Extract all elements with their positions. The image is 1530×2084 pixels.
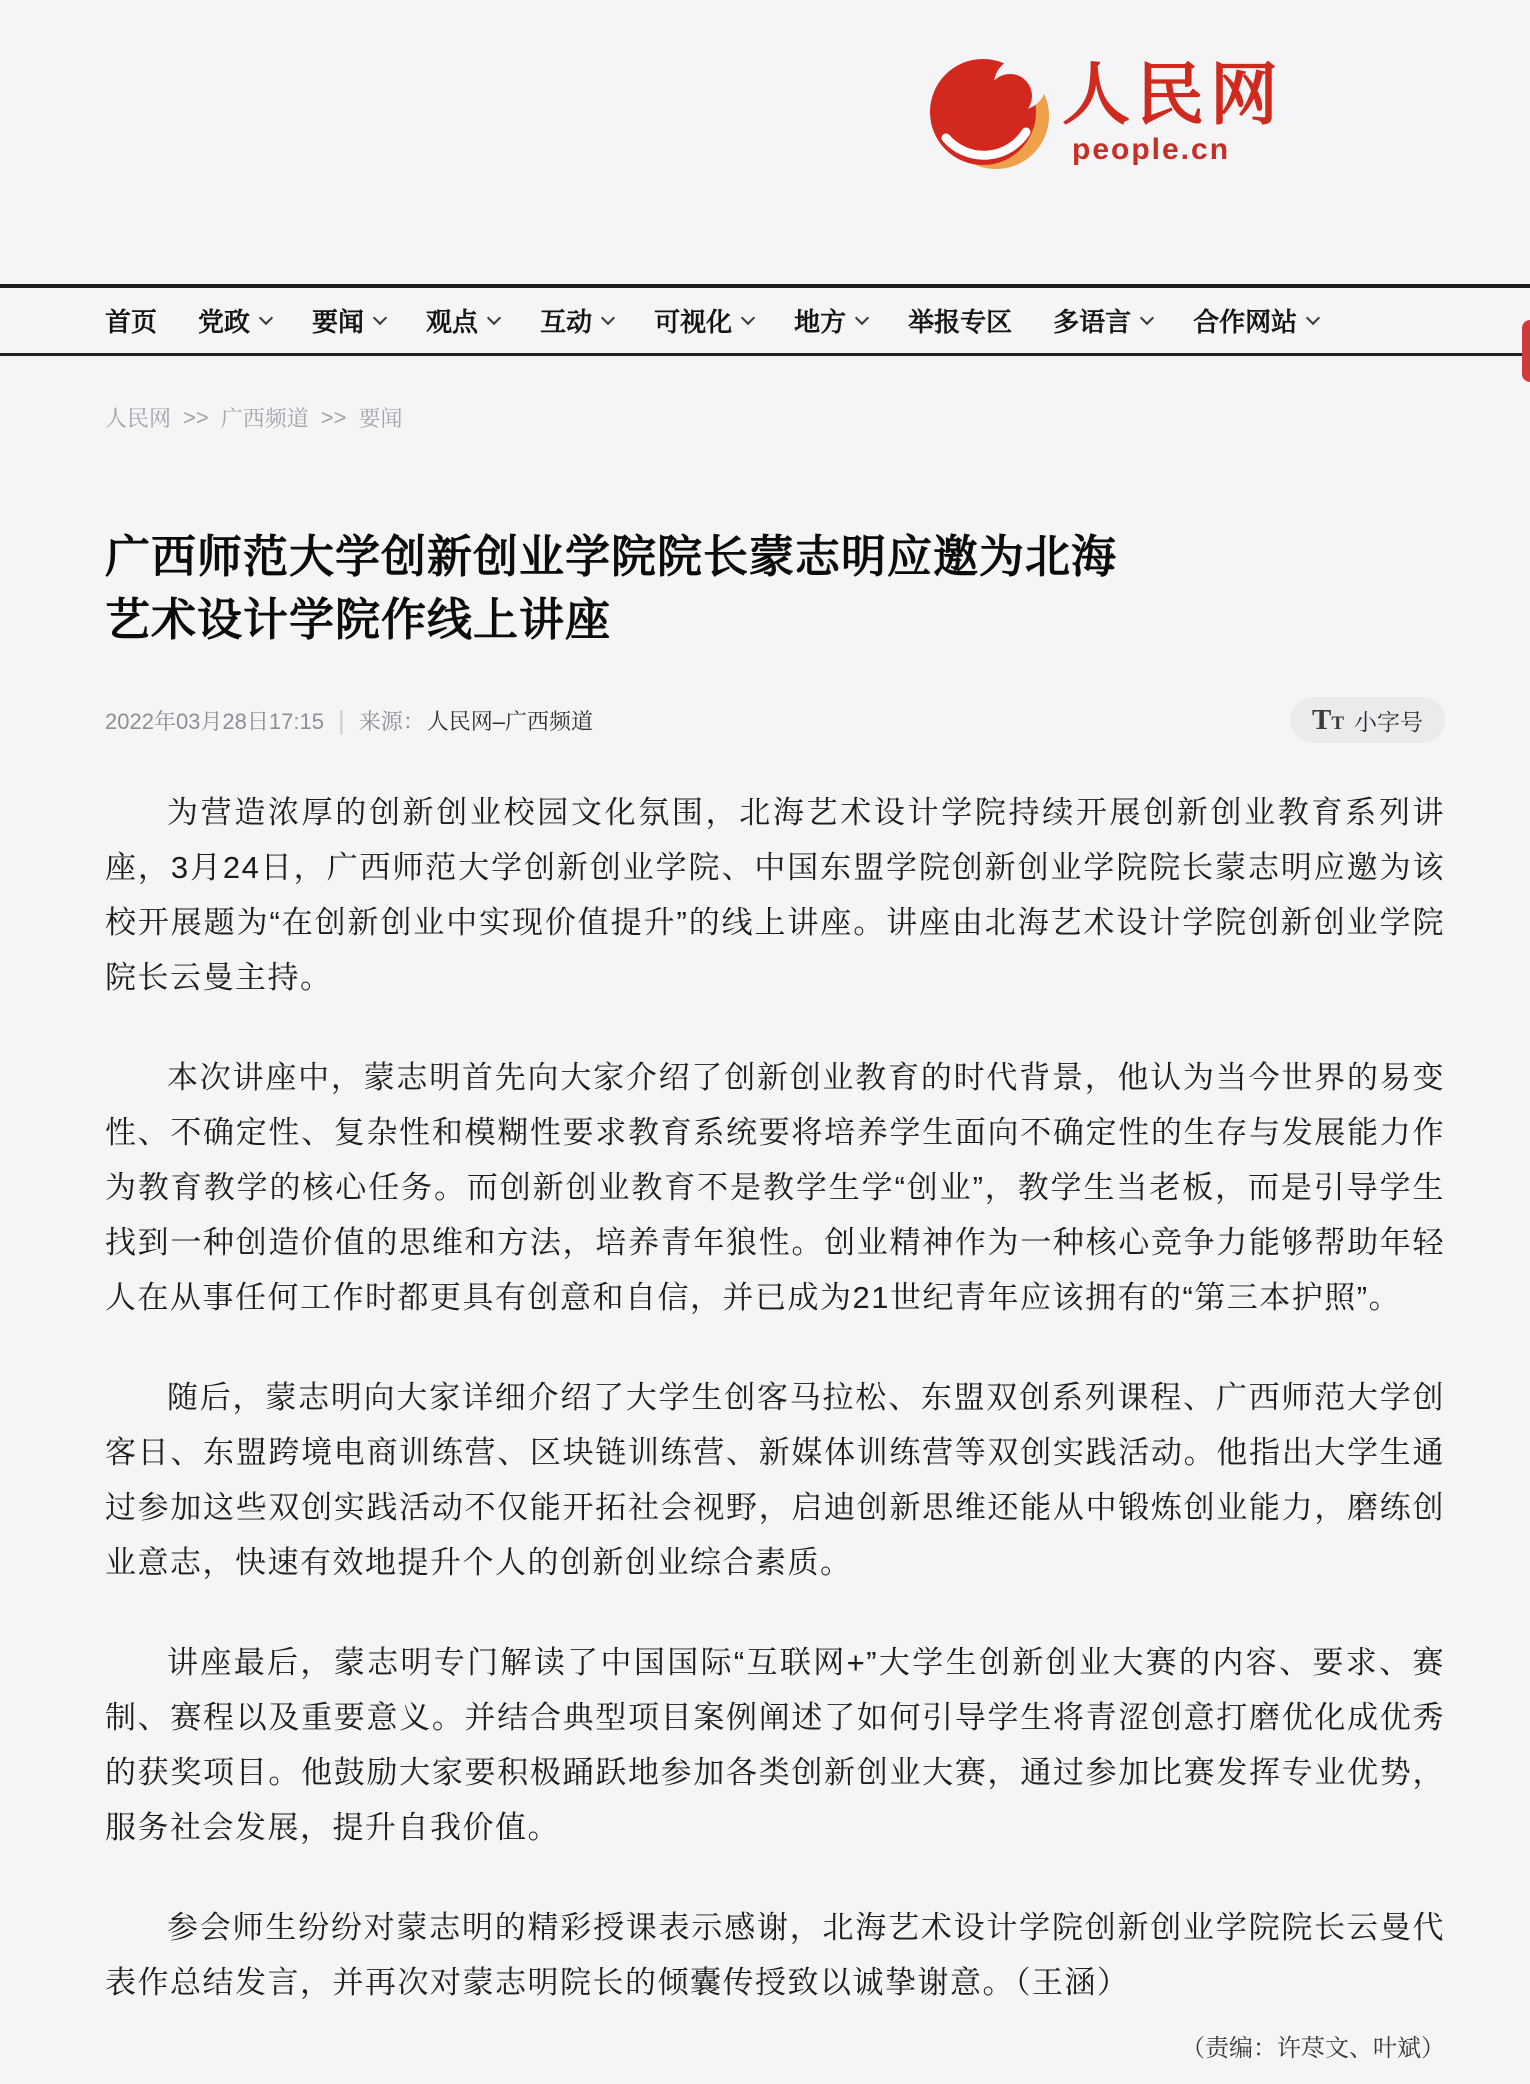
logo-text [1062,48,1284,167]
article-paragraph: 参会师生纷纷对蒙志明的精彩授课表示感谢，北海艺术设计学院创新创业学院院长云曼代表作总结发言，并再次对蒙志明院长的倾囊传授致以诚挚谢意。（王涵） [105,1910,1445,2000]
nav-item-home[interactable] [105,302,157,339]
breadcrumb-people[interactable]: 人民网 [105,406,172,431]
source-label: 来源： [358,708,425,734]
chevron-down-icon [373,310,387,324]
article-body [105,785,1445,2010]
breadcrumb-separator: >> [320,404,347,430]
main-navbar [0,284,1530,356]
article-meta-row [105,697,1445,743]
editor-note: （责编：许荩文、叶斌） [1181,2035,1445,2062]
nav-item-dangzheng[interactable] [198,302,271,339]
article-paragraph: 讲座最后，蒙志明专门解读了中国国际“互联网+”大学生创新创业大赛的内容、要求、赛制、赛程以及重要意义。并结合典型项目案例阐述了如何引导学生将青涩创意打磨优化成优秀的获奖项目。他鼓励大家要积极踊跃地参加各类创新创业大赛，通过参加比赛发挥专业优势，服务社会发展，提升自我价值。 [105,1645,1445,1845]
source-name: 人民网–广西频道 [426,708,593,734]
nav-item-jubao[interactable] [908,302,1012,339]
nav-item-yaowen[interactable] [312,302,385,339]
breadcrumb-yaowen[interactable]: 要闻 [358,406,403,431]
breadcrumb [105,402,1530,433]
chevron-down-icon [259,310,273,324]
nav-item-hudong[interactable] [540,302,613,339]
nav-label: 举报专区 [908,307,1013,337]
nav-label: 首页 [105,307,158,337]
breadcrumb-separator: >> [183,404,209,430]
chevron-down-icon [1140,310,1154,324]
nav-item-hezuo[interactable] [1193,302,1318,339]
chevron-down-icon [1306,310,1320,324]
nav-label: 观点 [426,307,479,337]
people-logo-icon [930,48,1050,179]
font-size-button[interactable] [1290,697,1445,743]
article-date: 2022年03月28日17:15 [105,708,324,734]
nav-label: 互动 [540,307,593,337]
article [0,525,1530,2063]
article-meta [105,705,593,736]
nav-item-difang[interactable] [794,302,867,339]
nav-label: 合作网站 [1193,307,1298,337]
nav-search-button[interactable] [1522,320,1530,382]
font-size-button-label: 小字号 [1354,708,1423,735]
article-paragraph: 随后，蒙志明向大家详细介绍了大学生创客马拉松、东盟双创系列课程、广西师范大学创客日、东盟跨境电商训练营、区块链训练营、新媒体训练营等双创实践活动。他指出大学生通过参加这些双创实践活动不仅能开拓社会视野，启迪创新思维还能从中锻炼创业能力，磨练创业意志，快速有效地提升个人的创新创业综合素质。 [105,1380,1445,1580]
meta-divider: | [337,704,345,735]
logo-en-text: people.cn [1072,132,1231,166]
site-header [0,0,1530,284]
chevron-down-icon [487,310,501,324]
nav-item-keshihua[interactable] [654,302,753,339]
breadcrumb-guangxi-channel[interactable]: 广西频道 [220,406,309,431]
nav-label: 要闻 [312,307,365,337]
logo-cn-text: 人民网 [1062,57,1285,133]
nav-label: 地方 [794,307,847,337]
nav-label: 多语言 [1053,307,1132,337]
font-size-icon: TT [1311,703,1344,736]
nav-label: 可视化 [654,307,733,337]
chevron-down-icon [741,310,755,324]
article-paragraph: 本次讲座中，蒙志明首先向大家介绍了创新创业教育的时代背景，他认为当今世界的易变性、不确定性、复杂性和模糊性要求教育系统要将培养学生面向不确定性的生存与发展能力作为教育教学的核心任务。而创新创业教育不是教学生学“创业”，教学生当老板，而是引导学生找到一种创造价值的思维和方法，培养青年狼性。创业精神作为一种核心竞争力能够帮助年轻人在从事任何工作时都更具有创意和自信，并已成为21世纪青年应该拥有的“第三本护照”。 [105,1060,1445,1315]
chevron-down-icon [601,310,615,324]
nav-item-duoyuyan[interactable] [1053,302,1152,339]
article-paragraph: 为营造浓厚的创新创业校园文化氛围，北海艺术设计学院持续开展创新创业教育系列讲座，3月24日，广西师范大学创新创业学院、中国东盟学院创新创业学院院长蒙志明应邀为该校开展题为“在创新创业中实现价值提升”的线上讲座。讲座由北海艺术设计学院创新创业学院院长云曼主持。 [105,795,1445,995]
nav-item-guandian[interactable] [426,302,499,339]
chevron-down-icon [855,310,869,324]
nav-label: 党政 [198,307,251,337]
page-title: 广西师范大学创新创业学院院长蒙志明应邀为北海艺术设计学院作线上讲座 [105,531,1118,645]
site-logo[interactable] [930,48,1284,179]
